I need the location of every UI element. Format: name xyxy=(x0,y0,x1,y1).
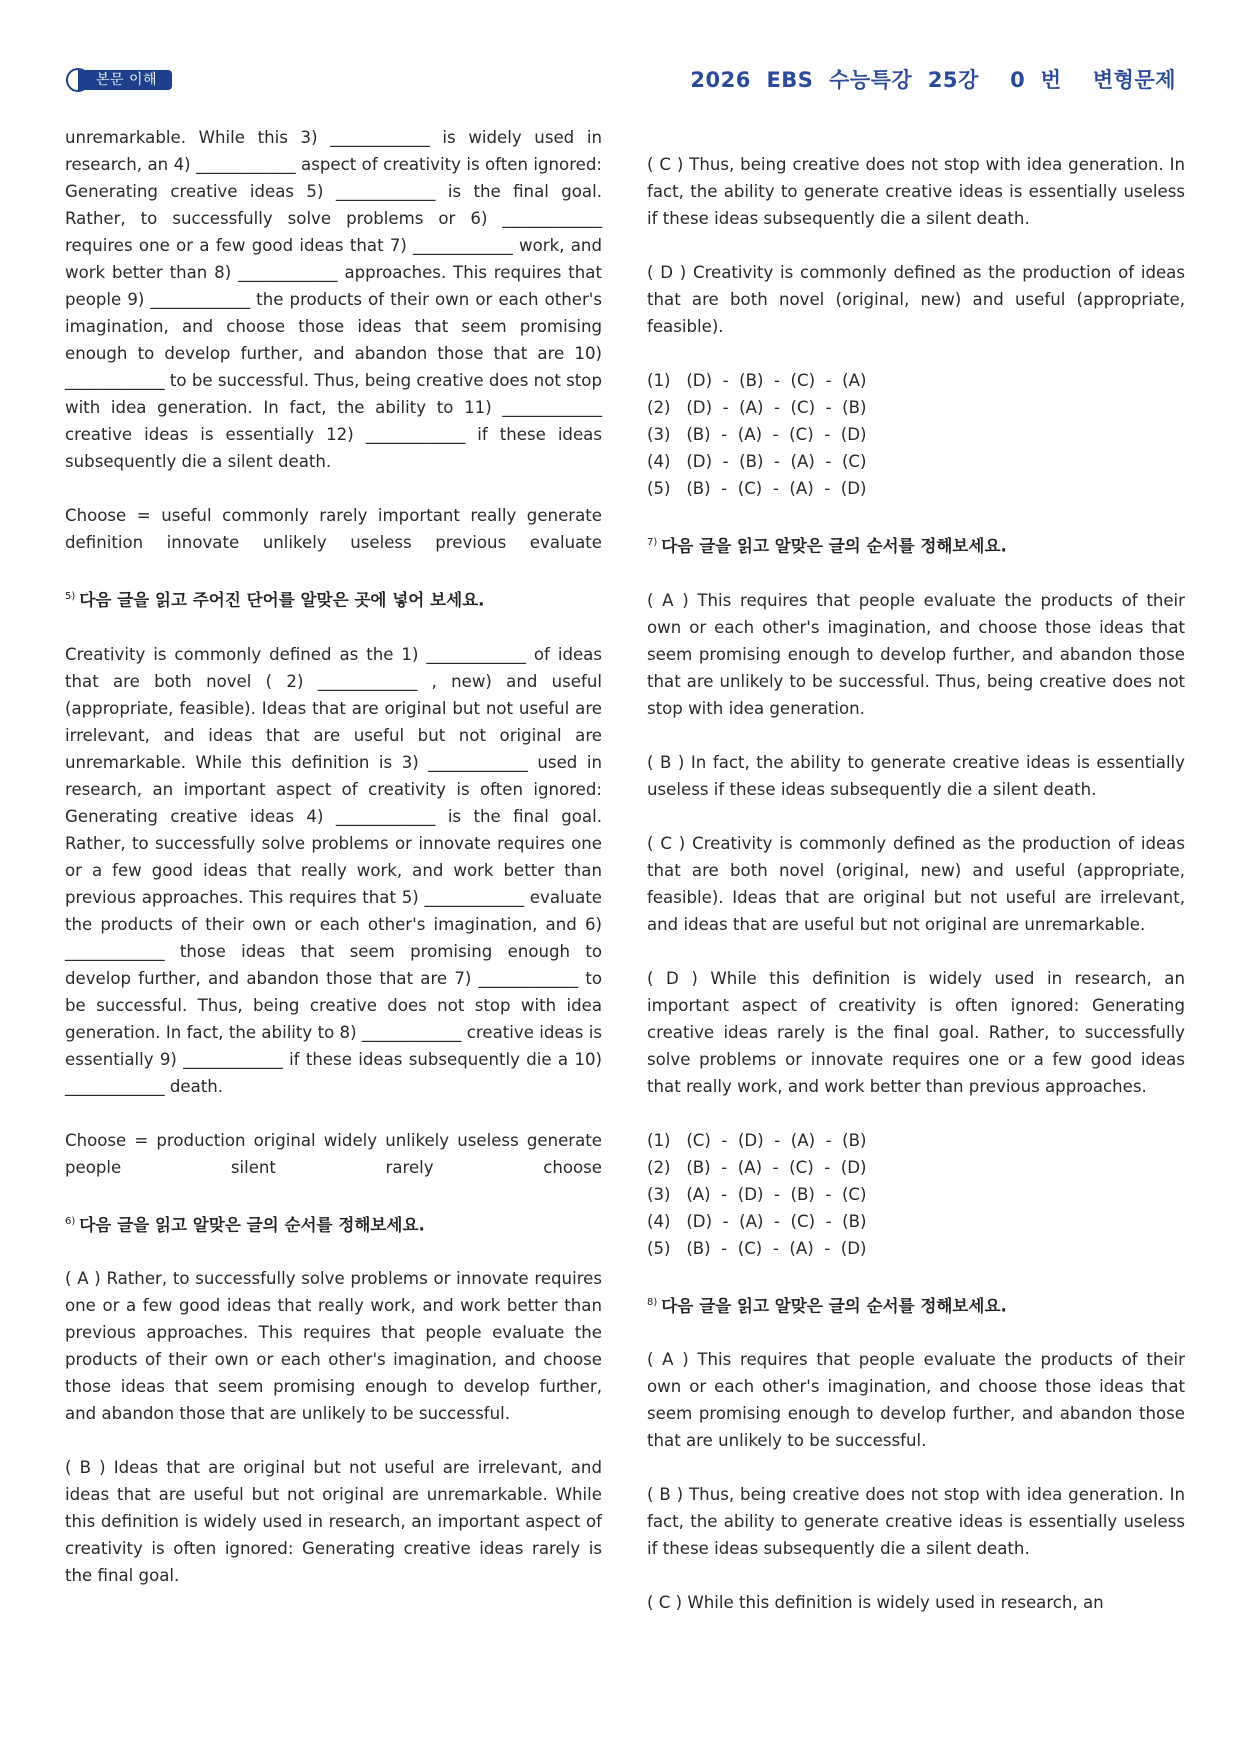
q7-paragraph-c: ( C ) Creativity is commonly defined as the production of ideas that are both novel (original, new) and useful (appropriate, feasible). Ideas that are original but not useful are irrelevant, and ideas that are useful but not original are unremarkable. xyxy=(647,833,1185,934)
q4-passage-tail: unremarkable. While this 3) ____________ is widely used in research, an 4) ____________ aspect of creativity is often ignored: Generating creative ideas 5) ____________ is the final goal. Rather, to successfully solve problems or 6) ____________ requires one or a few good ideas that 7) ____________ work, and work better than 8) ____________ approaches. This requires that people 9) ____________ the products of their own or each other's imagination, and choose those ideas that seem promising enough to develop further, and abandon those that are 10) ____________ to be successful. Thus, being creative does not stop with idea generation. In fact, the ability to 11) ____________ creative ideas is essentially 12) ____________ if these ideas subsequently die a silent death. xyxy=(65,128,602,471)
q7-options xyxy=(647,1127,1185,1262)
half-circle-icon xyxy=(66,68,90,92)
q6-instruction: 다음 글을 읽고 알맞은 글의 순서를 정해보세요. xyxy=(79,1215,425,1235)
q7-paragraph-d: ( D ) While this definition is widely used in research, an important aspect of creativity is often ignored: Generating creative ideas rarely is the final goal. Rather, to successfully solve problems or innovate requires one or a few good ideas that really work, and work better than previous approaches. xyxy=(647,968,1185,1096)
section-badge-label: 본문 이해 xyxy=(78,70,172,90)
q6-paragraph-b: ( B ) Ideas that are original but not useful are irrelevant, and ideas that are useful but not original are unremarkable. While this definition is widely used in research, an important aspect of creativity is often ignored: Generating creative ideas rarely is the final goal. xyxy=(65,1458,602,1586)
q7-paragraph-a: ( A ) This requires that people evaluate the products of their own or each other's imagination, and choose those ideas that seem promising enough to develop further, and abandon those that are unlikely to be successful. Thus, being creative does not stop with idea generation. xyxy=(647,590,1185,718)
q6-option[interactable]: (1) (D) - (B) - (C) - (A) xyxy=(647,371,867,390)
q6-paragraph-c: ( C ) Thus, being creative does not stop with idea generation. In fact, the ability to generate creative ideas is essentially useless if these ideas subsequently die a silent death. xyxy=(647,155,1185,228)
q8-paragraph-c: ( C ) While this definition is widely used in research, an xyxy=(647,1593,1104,1613)
q8-number: 8) xyxy=(647,1296,658,1308)
q7-paragraph-b: ( B ) In fact, the ability to generate creative ideas is essentially useless if these ideas subsequently die a silent death. xyxy=(647,752,1185,799)
right-column xyxy=(647,124,1185,1643)
q5-passage: Creativity is commonly defined as the 1) ____________ of ideas that are both novel ( 2) ____________ , new) and useful (appropriate, feasible). Ideas that are original but not useful are irrelevant, and ideas that are useful but not original are unremarkable. While this definition is 3) ____________ used in research, an important aspect of creativity is often ignored: Generating creative ideas 4) ____________ is the final goal. Rather, to successfully solve problems or innovate requires one or a few good ideas that really work, and work better than previous approaches. This requires that 5) ____________ evaluate the products of their own or each other's imagination, and 6) ____________ those ideas that seem promising enough to develop further, and abandon those that are 7) ____________ to be successful. Thus, being creative does not stop with idea generation. In fact, the ability to 8) ____________ creative ideas is essentially 9) ____________ if these ideas subsequently die a 10) ____________ death. xyxy=(65,644,602,1096)
q6-paragraph-d: ( D ) Creativity is commonly defined as the production of ideas that are both novel (original, new) and useful (appropriate, feasible). xyxy=(647,263,1185,336)
q8-instruction: 다음 글을 읽고 알맞은 글의 순서를 정해보세요. xyxy=(661,1296,1007,1316)
q4-word-bank: Choose = useful commonly rarely important really generate definition innovate unlikely useless previous evaluate xyxy=(65,506,602,552)
q6-title xyxy=(65,1208,602,1239)
page-title: 2026 EBS 수능특강 25강 0 번 변형문제 xyxy=(690,68,1176,92)
q7-option[interactable]: (2) (B) - (A) - (C) - (D) xyxy=(647,1157,867,1177)
q6-number: 6) xyxy=(65,1215,76,1227)
q7-option[interactable]: (1) (C) - (D) - (A) - (B) xyxy=(647,1130,867,1150)
left-column xyxy=(65,124,602,1616)
q6-paragraph-a: ( A ) Rather, to successfully solve problems or innovate requires one or a few good ideas that really work, and work better than previous approaches. This requires that people evaluate the products of their own or each other's imagination, and choose those ideas that seem promising enough to develop further, and abandon those that are unlikely to be successful. xyxy=(65,1269,602,1424)
section-badge xyxy=(66,68,172,90)
q7-option[interactable]: (5) (B) - (C) - (A) - (D) xyxy=(647,1238,867,1258)
q6-options xyxy=(647,367,1185,502)
page-header xyxy=(66,64,1176,96)
q7-title xyxy=(647,529,1185,560)
q5-word-bank: Choose = production original widely unlikely useless generate people silent rarely choose xyxy=(65,1130,602,1177)
q5-number: 5) xyxy=(65,591,76,602)
q5-instruction: 다음 글을 읽고 주어진 단어를 알맞은 곳에 넣어 보세요. xyxy=(79,590,485,610)
q6-option[interactable]: (5) (B) - (C) - (A) - (D) xyxy=(647,479,867,498)
q7-option[interactable]: (3) (A) - (D) - (B) - (C) xyxy=(647,1184,867,1204)
q8-paragraph-a: ( A ) This requires that people evaluate the products of their own or each other's imagination, and choose those ideas that seem promising enough to develop further, and abandon those that are unlikely to be successful. xyxy=(647,1350,1185,1451)
q7-instruction: 다음 글을 읽고 알맞은 글의 순서를 정해보세요. xyxy=(661,536,1007,556)
q8-paragraph-b: ( B ) Thus, being creative does not stop with idea generation. In fact, the ability to generate creative ideas is essentially useless if these ideas subsequently die a silent death. xyxy=(647,1485,1185,1559)
q7-option[interactable]: (4) (D) - (A) - (C) - (B) xyxy=(647,1211,867,1231)
q6-option[interactable]: (2) (D) - (A) - (C) - (B) xyxy=(647,398,867,417)
q8-title xyxy=(647,1289,1185,1320)
q6-option[interactable]: (4) (D) - (B) - (A) - (C) xyxy=(647,452,867,471)
q5-title xyxy=(65,583,602,614)
q7-number: 7) xyxy=(647,537,658,548)
q6-option[interactable]: (3) (B) - (A) - (C) - (D) xyxy=(647,425,867,444)
